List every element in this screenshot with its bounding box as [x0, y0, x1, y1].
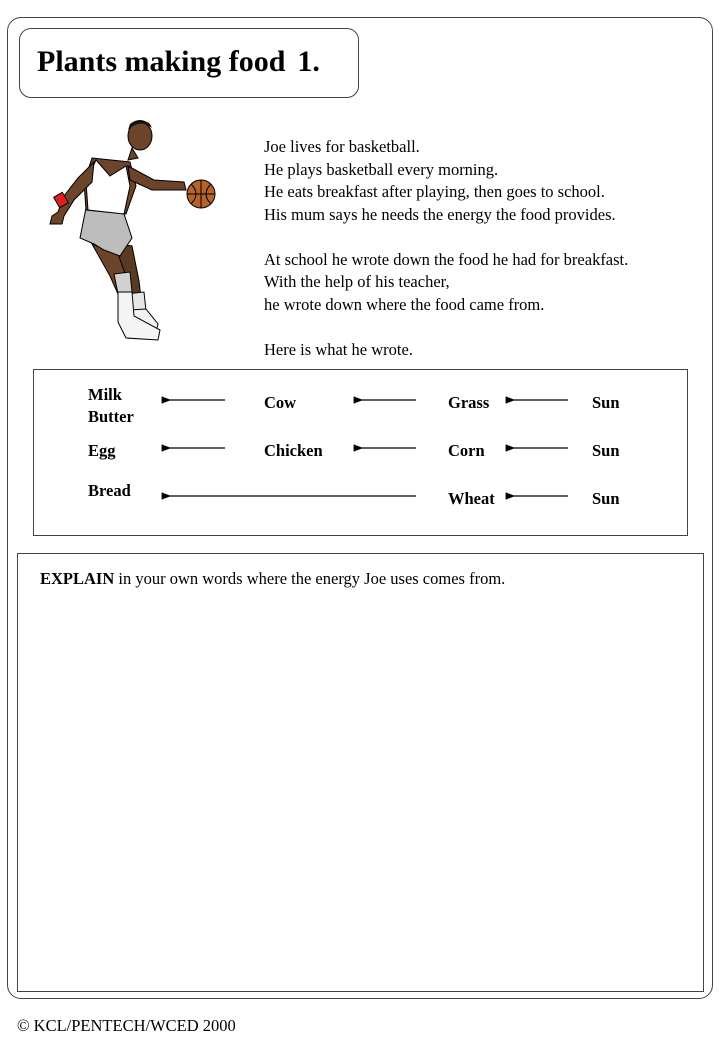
story-line: he wrote down where the food came from.: [264, 294, 545, 314]
story-line: [264, 316, 628, 339]
story-line: With the help of his teacher,: [264, 272, 450, 291]
story-line: His mum says he needs the energy the food provides.: [264, 204, 616, 224]
food-bread: Bread: [88, 481, 131, 500]
story-line: Here is what he wrote.: [264, 339, 413, 359]
plant-grass: Grass: [448, 393, 490, 412]
task-prompt: [40, 569, 505, 589]
story-line: He eats breakfast after playing, then goes to school.: [264, 182, 605, 201]
basketball-player-icon: [34, 116, 224, 346]
title-text: Plants making food: [37, 45, 286, 78]
story-line: [264, 226, 628, 249]
plant-wheat: Wheat: [448, 489, 495, 508]
food-milk: Milk: [88, 385, 122, 404]
task-keyword: EXPLAIN: [40, 569, 115, 588]
animal-chicken: Chicken: [264, 441, 323, 460]
copyright-footer: © KCL/PENTECH/WCED 2000: [17, 1016, 236, 1035]
page-title: [37, 45, 320, 79]
story-line: At school he wrote down the food he had for breakfast.: [264, 249, 629, 269]
food-egg: Egg: [88, 441, 116, 460]
task-text: in your own words where the energy Joe uses comes from.: [114, 569, 506, 588]
story-text: [264, 136, 628, 361]
title-number: 1.: [297, 45, 320, 78]
food-butter: Butter: [88, 407, 134, 426]
story-line: He plays basketball every morning.: [264, 159, 499, 179]
source-sun: Sun: [592, 393, 620, 412]
story-line: Joe lives for basketball.: [264, 137, 420, 156]
answer-box[interactable]: [17, 553, 704, 992]
source-sun: Sun: [592, 441, 620, 460]
animal-cow: Cow: [264, 393, 297, 412]
plant-corn: Corn: [448, 441, 485, 460]
source-sun: Sun: [592, 489, 620, 508]
food-chain-box: [33, 369, 688, 536]
